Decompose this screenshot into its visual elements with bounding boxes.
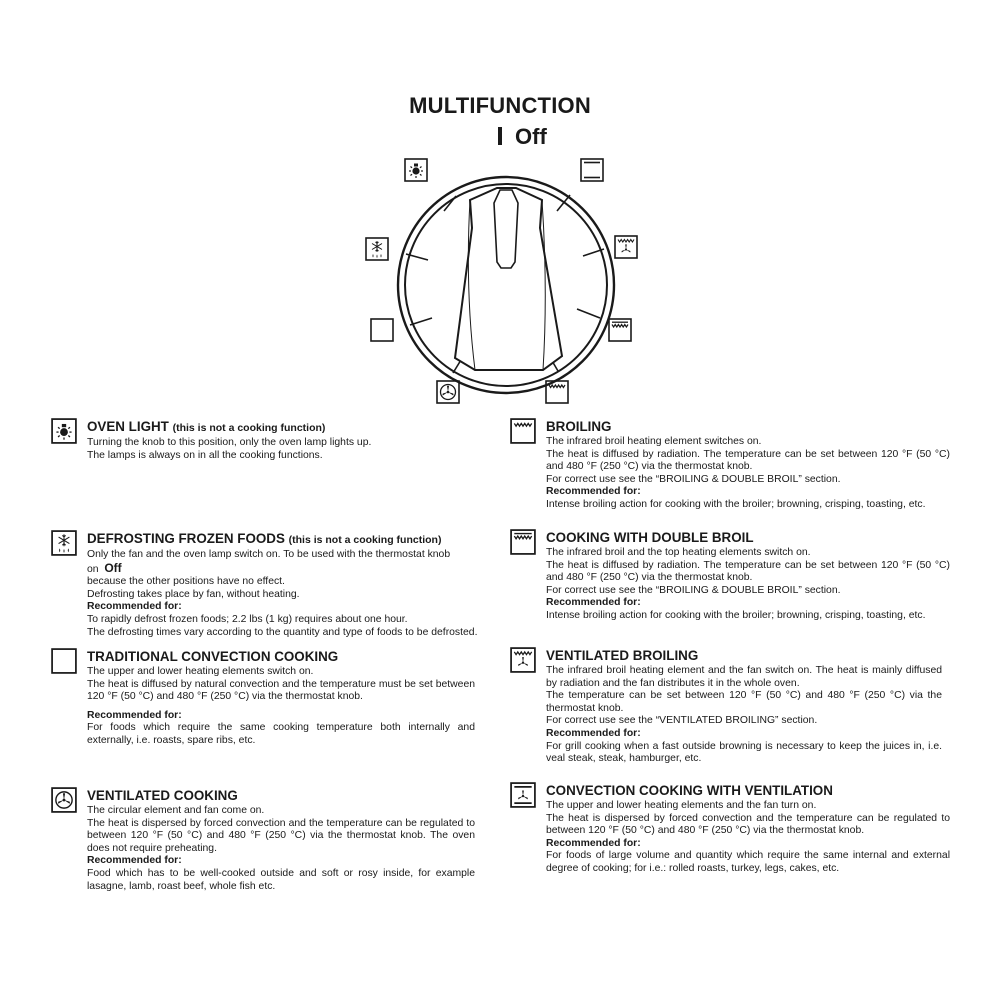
section-text: The infrared broil and the top heating elements switch on. [546, 547, 811, 558]
recommended-text: Food which has to be well-cooked outside and soft or rosy inside, for example lasagne, lamb, roast beef, whole fish etc. [87, 867, 475, 892]
recommended-label: Recommended for: [87, 601, 182, 613]
section-text: The upper and lower heating elements and the fan turn on. [546, 800, 817, 811]
recommended-label: Recommended for: [87, 855, 182, 867]
dial-defrost-icon [366, 238, 388, 260]
dial-convection-icon [581, 159, 603, 181]
section-title: DEFROSTING FROZEN FOODS (this is not a cooking function) [87, 531, 442, 546]
recommended-text: Intense broiling action for cooking with the broiler; browning, crisping, toasting, etc. [546, 498, 926, 510]
dial-double-broil-icon [609, 319, 631, 341]
section-text: The lamps is always on in all the cooking functions. [87, 449, 323, 461]
section-defrosting [87, 531, 479, 639]
recommended-text: For foods of large volume and quantity which require the same internal and external degree of cooking; for i.e.: rolled roasts, turkey, legs, cakes, etc. [546, 850, 950, 874]
recommended-text: The defrosting times vary according to the quantity and type of foods to be defrosted. [87, 626, 478, 638]
dial-broil-fan-icon [615, 236, 637, 258]
off-position-mark [498, 127, 502, 145]
section-text: Only the fan and the oven lamp switch on. To be used with the thermostat knob on Off [87, 549, 451, 575]
section-title: VENTILATED COOKING [87, 788, 238, 803]
section-text: The heat is diffused by natural convection and the temperature must be set between 120 °F (50 °C) and 480 °F (250 °C) via the thermostat knob. [87, 678, 475, 703]
dial-oven-lamp-icon [405, 159, 427, 181]
section-text: The infrared broil heating element switches on. [546, 436, 762, 447]
section-text: For correct use see the “BROILING & DOUBLE BROIL” section. [546, 584, 841, 596]
broil-fan-icon [510, 647, 536, 673]
section-convection-ventilation [546, 783, 950, 876]
off-label-text: Off [515, 124, 547, 149]
section-text: because the other positions have no effect. [87, 576, 285, 588]
dial-off-label [498, 124, 547, 150]
circular-fan-icon [51, 787, 77, 813]
recommended-label: Recommended for: [546, 727, 641, 739]
recommended-text: Intense broiling action for cooking with the broiler; browning, crisping, toasting, etc. [546, 609, 926, 621]
recommended-text: To rapidly defrost frozen foods; 2.2 lbs (1 kg) requires about one hour. [87, 613, 408, 625]
section-text: The heat is diffused by radiation. The temperature can be set between 120 °F (50 °C) and 480 °F (250 °C) via the thermostat knob. [546, 559, 950, 584]
section-double-broil [546, 530, 950, 623]
dial-traditional-icon [371, 319, 393, 341]
dial-title: MULTIFUNCTION [409, 93, 591, 118]
recommended-label: Recommended for: [546, 837, 641, 849]
section-title: TRADITIONAL CONVECTION COOKING [87, 649, 339, 664]
double-broil-icon [510, 529, 536, 555]
section-text: For correct use see the “BROILING & DOUBLE BROIL” section. [546, 473, 841, 485]
section-text: The temperature can be set between 120 °F (50 °C) and 480 °F (250 °C) via the thermostat knob. [546, 690, 942, 714]
convection-fan-icon [510, 782, 536, 808]
off-inline-label: Off [104, 560, 122, 575]
section-text: For correct use see the “VENTILATED BROILING” section. [546, 715, 818, 727]
recommended-text: For foods which require the same cooking temperature both internally and externally, i.e. roasts, spare ribs, etc. [87, 722, 475, 746]
section-oven-light [87, 419, 479, 462]
broil-element-icon [510, 418, 536, 444]
section-text: The upper and lower heating elements switch on. [87, 666, 314, 677]
section-title: BROILING [546, 419, 612, 434]
section-title: CONVECTION COOKING WITH VENTILATION [546, 783, 833, 798]
traditional-convection-icon [51, 648, 77, 674]
section-text: The heat is dispersed by forced convection and the temperature can be regulated to between 120 °F (50 °C) and 480 °F (250 °C) via the thermostat knob. The oven does not require preheating. [87, 817, 475, 854]
section-text: Turning the knob to this position, only the oven lamp lights up. [87, 437, 372, 448]
function-selector-knob[interactable] [340, 150, 670, 420]
oven-lamp-icon [51, 418, 77, 444]
recommended-text: For grill cooking when a fast outside browning is necessary to keep the juices in, i.e. veal steak, steak, hamburger, etc. [546, 740, 942, 765]
recommended-label: Recommended for: [87, 709, 182, 721]
section-broiling [546, 419, 950, 512]
section-title: COOKING WITH DOUBLE BROIL [546, 530, 754, 545]
section-ventilated-cooking [87, 788, 475, 893]
section-title: VENTILATED BROILING [546, 648, 699, 663]
section-text: Defrosting takes place by fan, without heating. [87, 588, 300, 600]
section-text: The heat is diffused by radiation. The temperature can be set between 120 °F (50 °C) and 480 °F (250 °C) via the thermostat knob. [546, 448, 950, 473]
section-traditional-convection [87, 649, 475, 748]
defrost-snowflake-icon [51, 530, 77, 556]
section-title: OVEN LIGHT (this is not a cooking function) [87, 419, 326, 434]
section-text: The heat is dispersed by forced convection and the temperature can be regulated to between 120 °F (50 °C) and 480 °F (250 °C) via the thermostat knob. [546, 812, 950, 837]
section-ventilated-broiling [546, 648, 942, 766]
recommended-label: Recommended for: [546, 597, 641, 609]
section-text: The circular element and fan come on. [87, 805, 265, 816]
dial-ventilated-icon [437, 381, 459, 403]
section-text: The infrared broil heating element and the fan switch on. The heat is mainly diffused by radiation and the fan distributes it in the whole oven. [546, 665, 942, 689]
recommended-label: Recommended for: [546, 486, 641, 498]
